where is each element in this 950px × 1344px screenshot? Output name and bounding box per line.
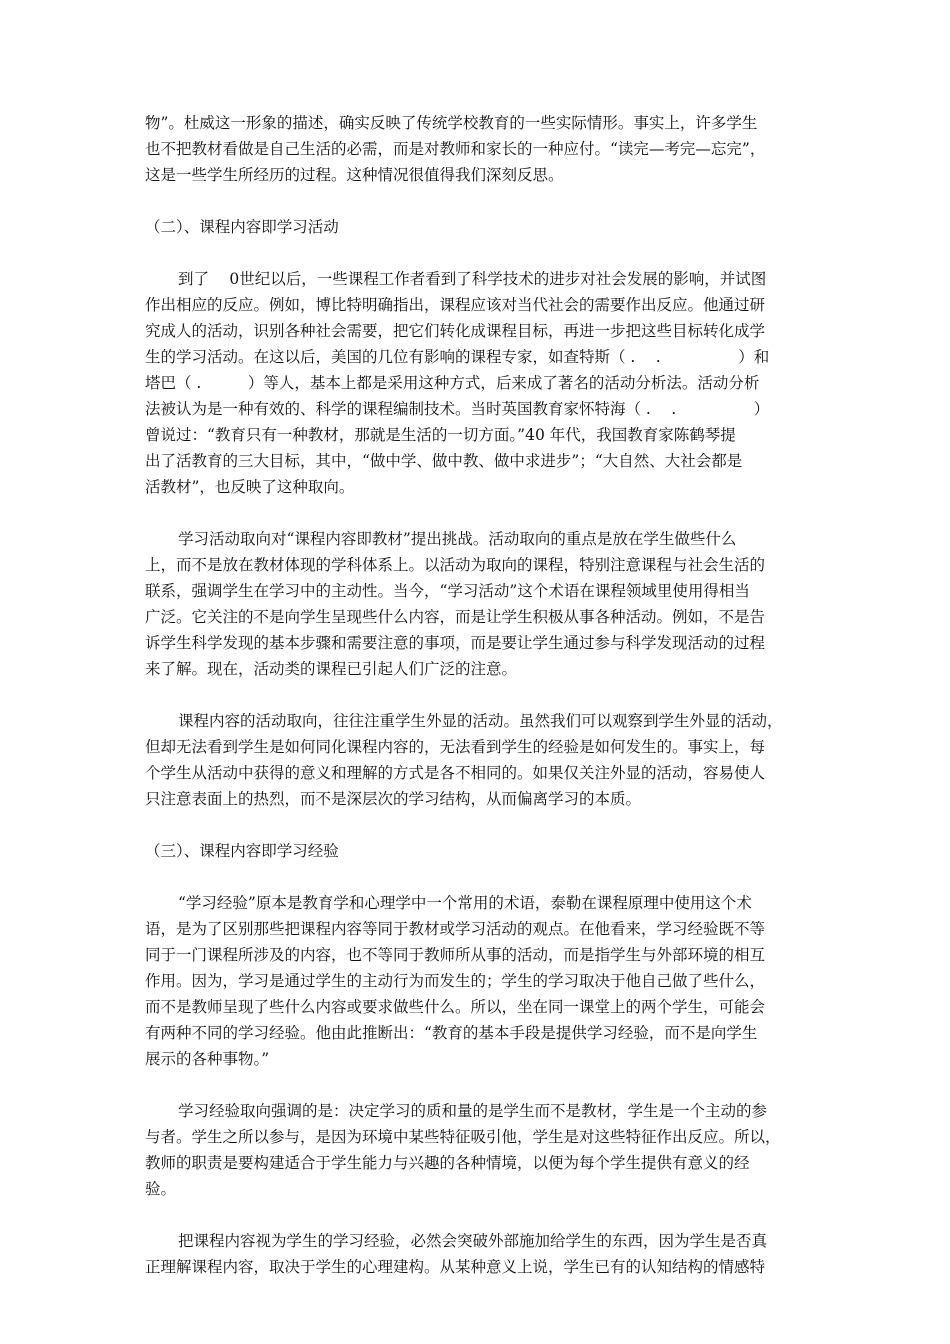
text-line: 展示的各种事物。” [145,1050,270,1068]
text-line: 只注意表面上的热烈，而不是深层次的学习结构，从而偏离学习的本质。 [145,790,642,808]
text-line: 把课程内容视为学生的学习经验，必然会突破外部施加给学生的东西，因为学生是否真 [178,1232,768,1250]
text-line: 物”。杜威这一形象的描述，确实反映了传统学校教育的一些实际情形。事实上，许多学生 [145,114,758,132]
text-line: 有两种不同的学习经验。他由此推断出：“教育的基本手段是提供学习经验，而不是向学生 [145,1024,758,1042]
text-line: 但却无法看到学生是如何同化课程内容的，无法看到学生的经验是如何发生的。事实上，每 [145,738,766,756]
text-line: 活教材”，也反映了这种取向。 [145,478,355,496]
text-line: 语，是为了区别那些把课程内容等同于教材或学习活动的观点。在他看来，学习经验既不等 [145,920,766,938]
text-line: 来了解。现在，活动类的课程已引起人们广泛的注意。 [145,660,518,678]
text-line: 广泛。它关注的不是向学生呈现些什么内容，而是让学生积极从事各种活动。例如，不是告 [145,608,766,626]
section-heading-3: （三）、课程内容即学习经验 [145,842,339,860]
text-line: 同于一门课程所涉及的内容，也不等同于教师所从事的活动，而是指学生与外部环境的相互 [145,946,766,964]
text-line: 验。 [145,1180,177,1198]
text-line: “学习经验”原本是教育学和心理学中一个常用的术语，泰勒在课程原理中使用这个术 [178,894,752,912]
text-line: 到了 0世纪以后，一些课程工作者看到了科学技术的进步对社会发展的影响，并试图 [178,270,767,288]
text-line: 曾说过：“教育只有一种教材，那就是生活的一切方面。”40 年代，我国教育家陈鹤琴提 [145,426,736,444]
text-line: 上，而不是放在教材体现的学科体系上。以活动为取向的课程，特别注意课程与社会生活的 [145,556,766,574]
text-line: 出了活教育的三大目标，其中，“做中学、做中教、做中求进步”；“大自然、大社会都是 [145,452,743,470]
text-line: 也不把教材看做是自己生活的必需，而是对教师和家长的一种应付。“读完—考完—忘完”， [145,140,766,158]
text-line: 塔巴（ . ）等人，基本上都是采用这种方式，后来成了著名的活动分析法。活动分析 [145,374,760,392]
section3-paragraph-3 [145,1228,817,1280]
section2-paragraph-3 [145,708,817,812]
text-line: 学习活动取向对“课程内容即教材”提出挑战。活动取向的重点是放在学生做些什么 [178,530,737,548]
text-line: 这是一些学生所经历的过程。这种情况很值得我们深刻反思。 [145,166,564,184]
intro-paragraph [145,110,817,188]
text-line: 生的学习活动。在这以后，美国的几位有影响的课程专家，如查特斯（ . . ）和 [145,348,770,366]
text-line: 个学生从活动中获得的意义和理解的方式是各不相同的。如果仅关注外显的活动，容易使人 [145,764,766,782]
section-heading-2: （二）、课程内容即学习活动 [145,218,339,236]
text-line: 而不是教师呈现了些什么内容或要求做些什么。所以，坐在同一课堂上的两个学生，可能会 [145,998,766,1016]
section2-paragraph-1 [145,266,817,500]
text-line: 课程内容的活动取向，往往注重学生外显的活动。虽然我们可以观察到学生外显的活动， [178,712,783,730]
text-line: 正理解课程内容，取决于学生的心理建构。从某种意义上说，学生已有的认知结构的情感特 [145,1258,766,1276]
text-line: 作出相应的反应。例如，博比特明确指出，课程应该对当代社会的需要作出反应。他通过研 [145,296,766,314]
text-line: 教师的职责是要构建适合于学生能力与兴趣的各种情境，以便为每个学生提供有意义的经 [145,1154,750,1172]
text-line: 究成人的活动，识别各种社会需要，把它们转化成课程目标，再进一步把这些目标转化成学 [145,322,766,340]
text-line: 联系，强调学生在学习中的主动性。当今，“学习活动”这个术语在课程领域里使用得相当 [145,582,750,600]
section2-paragraph-2 [145,526,817,682]
text-line: 作用。因为，学习是通过学生的主动行为而发生的；学生的学习取决于他自己做了些什么， [145,972,766,990]
text-line: 法被认为是一种有效的、科学的课程编制技术。当时英国教育家怀特海（ . . ） [145,400,770,418]
document-page [145,110,817,1280]
section3-paragraph-1 [145,890,817,1072]
text-line: 学习经验取向强调的是：决定学习的质和量的是学生而不是教材，学生是一个主动的参 [178,1102,768,1120]
text-line: 诉学生科学发现的基本步骤和需要注意的事项，而是要让学生通过参与科学发现活动的过程 [145,634,766,652]
text-line: 与者。学生之所以参与，是因为环境中某些特征吸引他，学生是对这些特征作出反应。所以， [145,1128,781,1146]
section3-paragraph-2 [145,1098,817,1202]
